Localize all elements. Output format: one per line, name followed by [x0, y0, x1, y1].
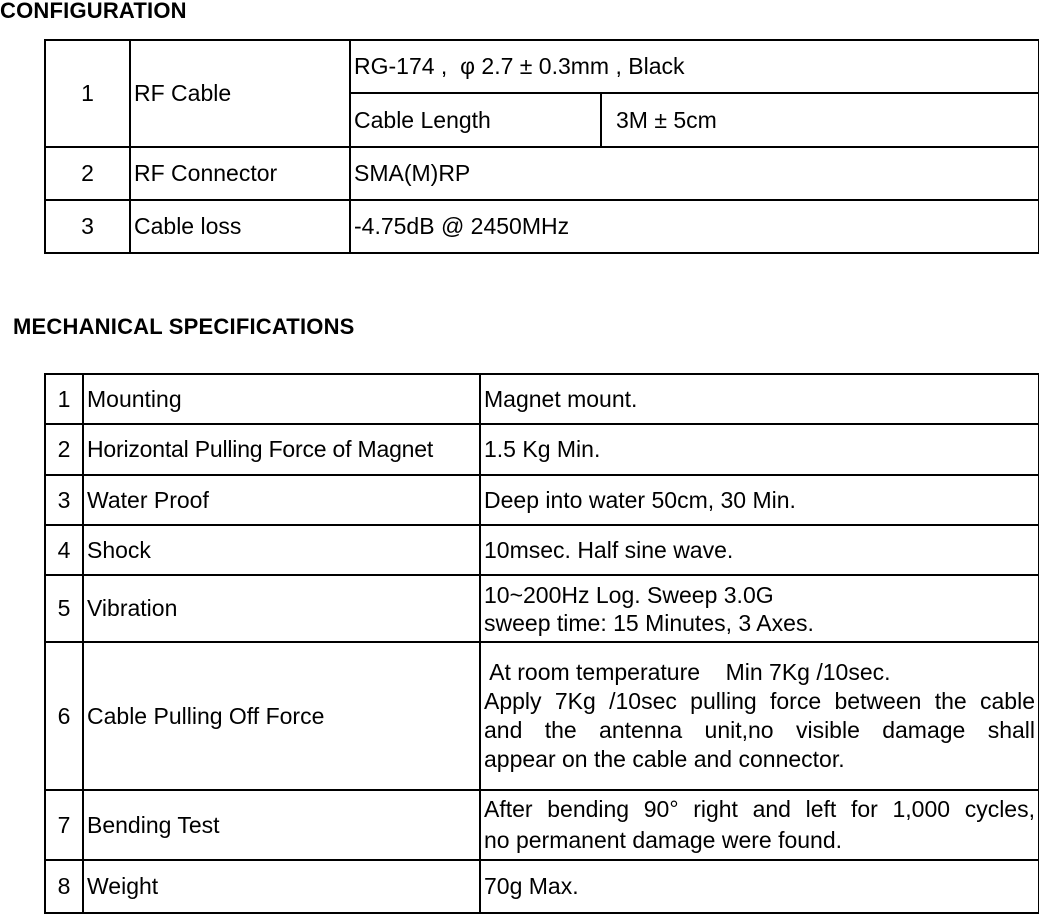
item-spec [480, 575, 1039, 642]
spec-line: After bending 90° right and left for 1,000 cycles, [484, 796, 1035, 822]
row-number: 3 [45, 200, 130, 253]
cable-length-value: 3M ± 5cm [601, 93, 1039, 147]
table-row [45, 147, 1039, 200]
configuration-table [44, 39, 1039, 254]
spec-line: 70g Max. [484, 873, 579, 899]
spec-line: 10~200Hz Log. Sweep 3.0G [484, 581, 774, 608]
table-row [45, 860, 1039, 913]
table-row [45, 475, 1039, 525]
spec-line: no permanent damage were found. [484, 827, 843, 853]
item-name: RF Connector [130, 147, 350, 200]
cable-length-label: Cable Length [350, 93, 601, 147]
item-spec [480, 860, 1039, 913]
table-row [45, 790, 1039, 860]
item-spec [480, 424, 1039, 475]
row-number: 5 [45, 575, 83, 642]
item-spec [480, 642, 1039, 790]
item-name: Vibration [83, 575, 480, 642]
mechanical-heading: MECHANICAL SPECIFICATIONS [13, 314, 355, 339]
row-number: 6 [45, 642, 83, 790]
spec-line: Magnet mount. [484, 385, 638, 412]
item-name: Weight [83, 860, 480, 913]
row-number: 1 [45, 40, 130, 147]
row-number: 7 [45, 790, 83, 860]
item-spec [480, 790, 1039, 860]
row-number: 1 [45, 374, 83, 424]
spec-line: Deep into water 50cm, 30 Min. [484, 486, 796, 513]
spec-line: 1.5 Kg Min. [484, 436, 601, 462]
table-row [45, 525, 1039, 575]
row-number: 8 [45, 860, 83, 913]
spec-line: appear on the cable and connector. [484, 746, 845, 772]
item-name: Cable Pulling Off Force [83, 642, 480, 790]
row-number: 2 [45, 424, 83, 475]
table-row [45, 374, 1039, 424]
item-spec: SMA(M)RP [350, 147, 1039, 200]
item-name: Shock [83, 525, 480, 575]
spec-line: sweep time: 15 Minutes, 3 Axes. [484, 609, 814, 636]
item-spec [480, 525, 1039, 575]
table-row [45, 642, 1039, 790]
table-row [45, 575, 1039, 642]
item-spec: -4.75dB @ 2450MHz [350, 200, 1039, 253]
row-number: 4 [45, 525, 83, 575]
item-name: RF Cable [130, 40, 350, 147]
table-row [45, 40, 1039, 93]
row-number: 2 [45, 147, 130, 200]
spec-line: Apply 7Kg /10sec pulling force between the cable [484, 688, 1035, 714]
spec-line: At room temperature Min 7Kg /10sec. [484, 659, 891, 685]
item-spec [480, 374, 1039, 424]
spec-line: and the antenna unit,no visible damage shall [484, 717, 1035, 743]
item-spec [480, 475, 1039, 525]
item-spec: RG-174 , φ 2.7 ± 0.3mm , Black [350, 40, 1039, 93]
item-name: Bending Test [83, 790, 480, 860]
item-name: Horizontal Pulling Force of Magnet [83, 424, 480, 475]
table-row [45, 200, 1039, 253]
row-number: 3 [45, 475, 83, 525]
spec-line: 10msec. Half sine wave. [484, 536, 734, 563]
table-row [45, 424, 1039, 475]
item-name: Cable loss [130, 200, 350, 253]
mechanical-table [44, 373, 1039, 914]
configuration-heading: CONFIGURATION [0, 0, 187, 23]
item-name: Water Proof [83, 475, 480, 525]
item-name: Mounting [83, 374, 480, 424]
